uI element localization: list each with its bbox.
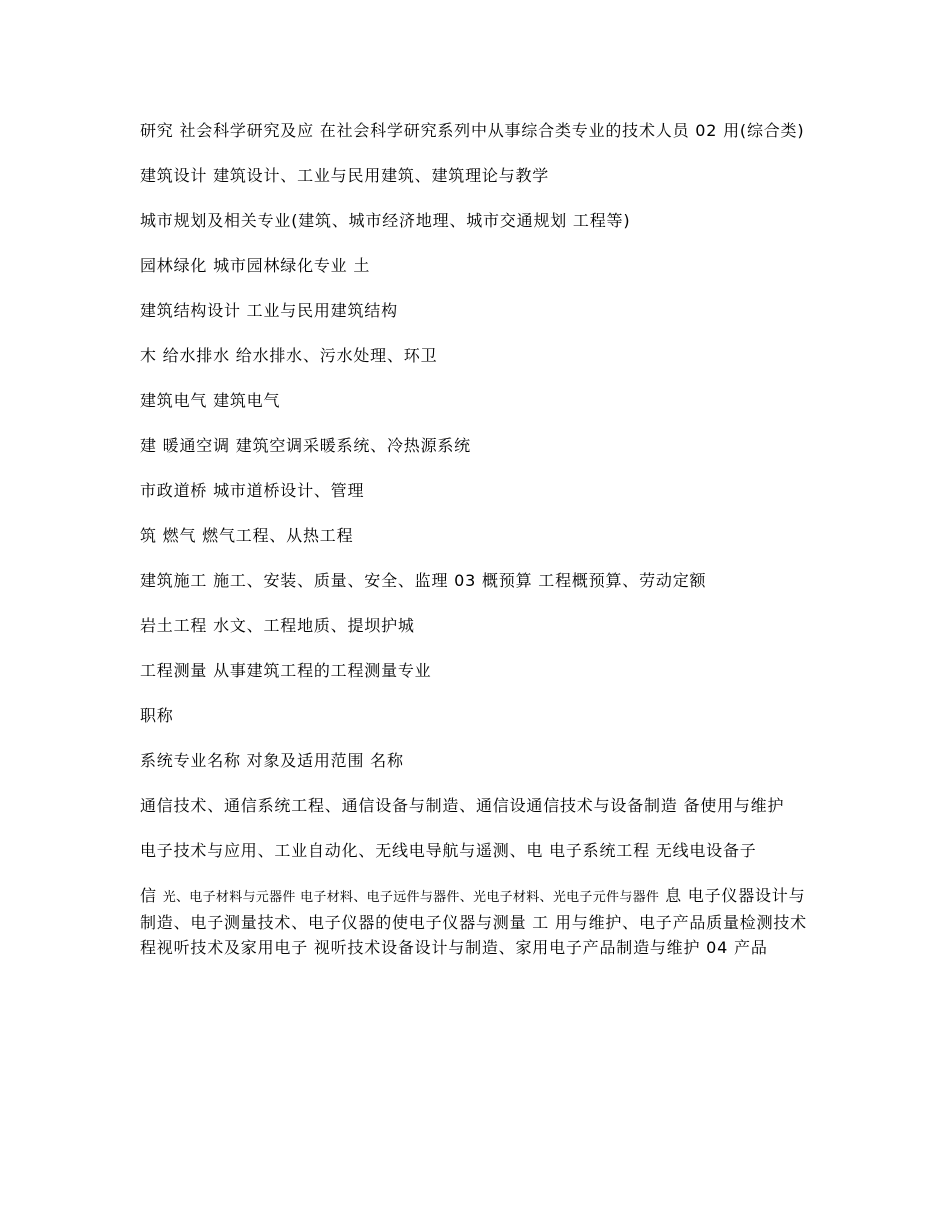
paragraph: 建筑结构设计 工业与民用建筑结构 xyxy=(140,301,398,320)
paragraph: 木 给水排水 给水排水、污水处理、环卫 xyxy=(140,346,438,365)
paragraph-last xyxy=(140,883,812,960)
paragraph: 筑 燃气 燃气工程、从热工程 xyxy=(140,526,354,545)
paragraph: 工程测量 从事建筑工程的工程测量专业 xyxy=(140,661,432,680)
paragraph: 城市规划及相关专业(建筑、城市经济地理、城市交通规划 工程等) xyxy=(140,211,631,230)
paragraph-rest: 息 电子仪器设计与制造、电子测量技术、电子仪器的使电子仪器与测量 工 用与维护、电子产品质量检测技术 程视听技术及家用电子 视听技术设备设计与制造、家用电子产品制造与维护 04 产品 xyxy=(140,886,807,957)
paragraph: 通信技术、通信系统工程、通信设备与制造、通信设通信技术与设备制造 备使用与维护 xyxy=(140,796,785,815)
paragraph: 园林绿化 城市园林绿化专业 土 xyxy=(140,256,371,275)
paragraph: 电子技术与应用、工业自动化、无线电导航与遥测、电 电子系统工程 无线电设备子 xyxy=(140,841,757,860)
paragraph: 建筑设计 建筑设计、工业与民用建筑、建筑理论与教学 xyxy=(140,166,550,185)
paragraph: 建筑施工 施工、安装、质量、安全、监理 03 概预算 工程概预算、劳动定额 xyxy=(140,571,707,590)
paragraph: 岩土工程 水文、工程地质、提坝护城 xyxy=(140,616,415,635)
paragraph-small-text: 光、电子材料与元器件 电子材料、电子远件与器件、光电子材料、光电子元件与器件 xyxy=(162,890,660,905)
paragraph: 市政道桥 城市道桥设计、管理 xyxy=(140,481,365,500)
paragraph: 研究 社会科学研究及应 在社会科学研究系列中从事综合类专业的技术人员 02 用(综合类) xyxy=(140,121,805,140)
paragraph: 建筑电气 建筑电气 xyxy=(140,391,281,410)
paragraph: 建 暖通空调 建筑空调采暖系统、冷热源系统 xyxy=(140,436,471,455)
paragraph: 系统专业名称 对象及适用范围 名称 xyxy=(140,751,404,770)
document-body xyxy=(140,118,812,980)
paragraph-lead: 信 xyxy=(140,886,163,905)
paragraph: 职称 xyxy=(140,706,174,725)
